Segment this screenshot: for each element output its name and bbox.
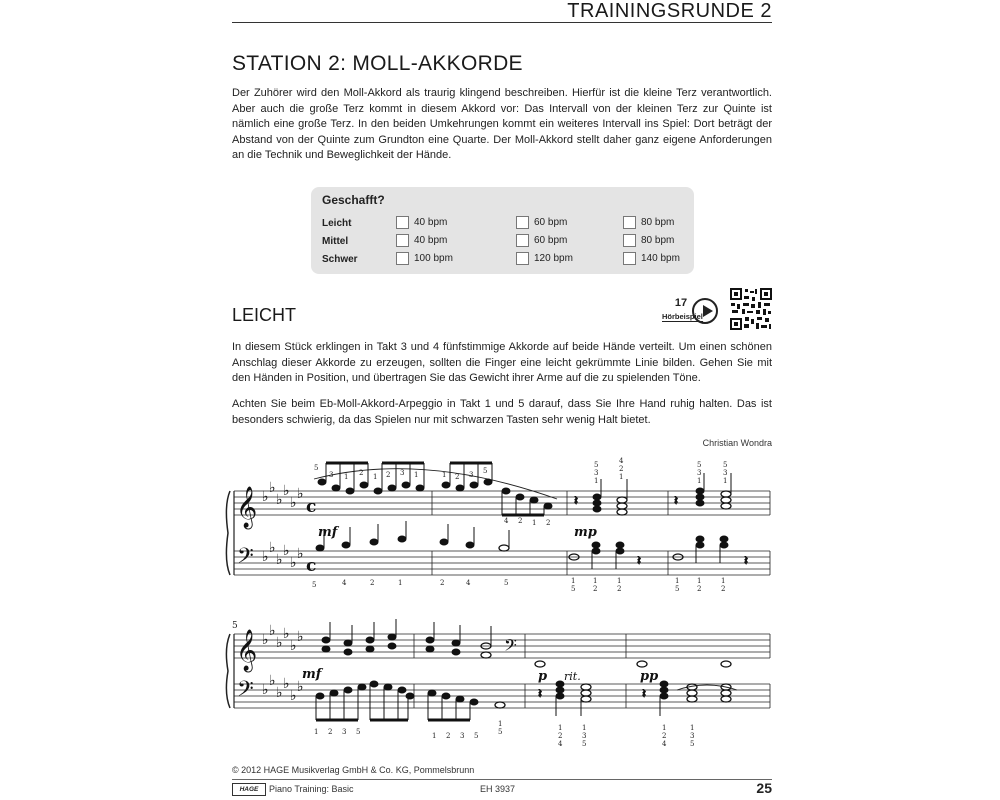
svg-text:5: 5 [474, 732, 479, 740]
bass-clef-change-icon: 𝄢 [504, 635, 517, 659]
station-title: STATION 2: MOLL-AKKORDE [232, 52, 523, 75]
svg-text:4: 4 [619, 457, 624, 465]
checkbox-mittel-40[interactable] [396, 234, 409, 247]
svg-text:1: 1 [675, 577, 680, 585]
svg-text:♭: ♭ [290, 555, 297, 571]
bass-clef-icon: 𝄢 [237, 677, 254, 707]
svg-text:1: 1 [721, 577, 726, 585]
svg-text:1: 1 [344, 473, 349, 481]
track-number: 17 [674, 297, 688, 309]
row-label-mittel: Mittel [322, 236, 349, 247]
svg-text:♭: ♭ [297, 629, 304, 645]
svg-text:2: 2 [328, 728, 333, 736]
qr-code-graphic [730, 288, 772, 330]
dynamic-marking: pp [640, 669, 659, 684]
checkbox-leicht-60[interactable] [516, 216, 529, 229]
dynamic-marking: p [538, 669, 548, 684]
section-title: LEICHT [232, 305, 297, 325]
svg-text:♭: ♭ [262, 632, 269, 648]
svg-text:1: 1 [373, 473, 378, 481]
checkbox-label: 80 bpm [641, 235, 675, 246]
svg-text:1: 1 [432, 732, 437, 740]
svg-text:5: 5 [675, 585, 680, 593]
score-system-1 [222, 455, 780, 595]
svg-text:2: 2 [455, 473, 460, 481]
svg-text:5: 5 [690, 740, 695, 748]
svg-text:2: 2 [558, 732, 563, 740]
svg-text:𝄽: 𝄽 [574, 494, 578, 509]
dynamic-marking: mp [574, 525, 597, 540]
track-label: Hörbeispiel [662, 312, 703, 321]
page-number: 25 [756, 780, 772, 796]
svg-text:5: 5 [483, 467, 488, 475]
svg-text:𝄽: 𝄽 [674, 494, 678, 509]
svg-text:5: 5 [314, 464, 319, 472]
svg-text:1: 1 [690, 724, 695, 732]
checkbox-label: 60 bpm [534, 217, 568, 228]
svg-text:3: 3 [697, 469, 702, 477]
svg-text:4: 4 [662, 740, 667, 748]
dynamic-marking: mf [302, 667, 322, 682]
footer-rule [232, 779, 772, 780]
svg-text:1: 1 [662, 724, 667, 732]
svg-text:♭: ♭ [276, 685, 283, 701]
svg-text:2: 2 [619, 465, 624, 473]
svg-text:♭: ♭ [297, 486, 304, 502]
svg-text:♭: ♭ [269, 673, 276, 689]
score-system-2 [222, 618, 780, 763]
svg-text:4: 4 [466, 579, 471, 587]
svg-text:3: 3 [400, 469, 405, 477]
svg-text:♭: ♭ [297, 679, 304, 695]
svg-text:2: 2 [617, 585, 622, 593]
svg-text:5: 5 [504, 579, 509, 587]
svg-text:5: 5 [594, 461, 599, 469]
svg-text:5: 5 [723, 461, 728, 469]
svg-text:2: 2 [697, 585, 702, 593]
svg-text:1: 1 [619, 473, 624, 481]
row-label-schwer: Schwer [322, 254, 358, 265]
svg-text:1: 1 [593, 577, 598, 585]
svg-text:1: 1 [442, 471, 447, 479]
checkbox-label: 140 bpm [641, 253, 680, 264]
svg-text:♭: ♭ [276, 635, 283, 651]
checkbox-schwer-140[interactable] [623, 252, 636, 265]
svg-text:♭: ♭ [283, 543, 290, 559]
play-audio-button[interactable] [692, 298, 718, 324]
svg-text:1: 1 [571, 577, 576, 585]
svg-text:4: 4 [342, 579, 347, 587]
svg-text:1: 1 [498, 720, 503, 728]
svg-text:2: 2 [518, 517, 523, 525]
svg-text:♭: ♭ [262, 489, 269, 505]
leicht-paragraph-2: Achten Sie beim Eb-Moll-Akkord-Arpeggio in Takt 1 und 5 darauf, dass Sie Ihre Hand ruhig halten. Das ist besonders schwierig, da das Spielen nur mit schwarzen Tasten sehr wenig Halt bietet. [232, 398, 772, 426]
dynamic-marking: mf [318, 525, 338, 540]
svg-text:3: 3 [723, 469, 728, 477]
svg-text:5: 5 [571, 585, 576, 593]
checkbox-label: 80 bpm [641, 217, 675, 228]
svg-text:3: 3 [460, 732, 465, 740]
svg-text:1: 1 [697, 477, 702, 485]
svg-text:1: 1 [532, 519, 537, 527]
svg-text:2: 2 [546, 519, 551, 527]
svg-text:5: 5 [312, 581, 317, 589]
treble-clef-icon: 𝄞 [236, 487, 258, 528]
svg-text:1: 1 [723, 477, 728, 485]
svg-text:1: 1 [558, 724, 563, 732]
svg-text:1: 1 [582, 724, 587, 732]
checkbox-mittel-80[interactable] [623, 234, 636, 247]
time-signature: c [306, 556, 317, 576]
checkbox-label: 120 bpm [534, 253, 573, 264]
svg-text:4: 4 [558, 740, 563, 748]
svg-text:1: 1 [314, 728, 319, 736]
svg-text:♭: ♭ [290, 688, 297, 704]
score-system-1-graphic [222, 455, 780, 595]
checkbox-schwer-120[interactable] [516, 252, 529, 265]
svg-text:♭: ♭ [269, 623, 276, 639]
svg-text:5: 5 [697, 461, 702, 469]
qr-code-icon[interactable] [730, 288, 772, 330]
publisher-logo: HAGE [232, 783, 266, 796]
svg-text:♭: ♭ [283, 626, 290, 642]
checkbox-leicht-40[interactable] [396, 216, 409, 229]
svg-text:2: 2 [446, 732, 451, 740]
svg-text:1: 1 [617, 577, 622, 585]
svg-text:5: 5 [356, 728, 361, 736]
svg-text:3: 3 [469, 471, 474, 479]
svg-text:2: 2 [359, 469, 364, 477]
svg-text:3: 3 [594, 469, 599, 477]
svg-text:♭: ♭ [290, 638, 297, 654]
checkbox-schwer-100[interactable] [396, 252, 409, 265]
svg-text:♭: ♭ [262, 549, 269, 565]
svg-text:♭: ♭ [276, 492, 283, 508]
svg-text:5: 5 [582, 740, 587, 748]
svg-text:2: 2 [440, 579, 445, 587]
svg-text:3: 3 [329, 471, 334, 479]
svg-text:♭: ♭ [269, 540, 276, 556]
score-system-2-graphic [222, 618, 780, 763]
header-rule [232, 22, 772, 23]
checklist-title: Geschafft? [322, 193, 385, 207]
measure-number: 5 [232, 621, 238, 631]
svg-text:1: 1 [398, 579, 403, 587]
intro-paragraph: Der Zuhörer wird den Moll-Akkord als traurig klingend beschreiben. Hierfür ist die kleine Terz verantwortlich. Aber auch die große Terz kommt in diesem Akkord vor: Das Intervall von der kleinen Terz zur Quinte ist nämlich eine große Terz. In den beiden Umkehrungen kommt ein weiteres Intervall ins Spiel: Dort beträgt der Abstand von der Quinte zum Grundton eine Quarte. Der Moll-Akkord stellt daher ganz eigene Anforderungen an die Technik und Beweglichkeit der Hände. [232, 87, 772, 161]
svg-text:5: 5 [498, 728, 503, 736]
svg-text:2: 2 [386, 471, 391, 479]
time-signature: c [306, 497, 317, 517]
svg-text:𝄽: 𝄽 [642, 687, 646, 702]
svg-text:𝄽: 𝄽 [538, 687, 542, 702]
svg-text:4: 4 [504, 517, 509, 525]
running-title: TRAININGSRUNDE 2 [567, 0, 772, 22]
svg-text:♭: ♭ [290, 495, 297, 511]
checkbox-leicht-80[interactable] [623, 216, 636, 229]
svg-text:♭: ♭ [269, 480, 276, 496]
svg-text:2: 2 [593, 585, 598, 593]
checkbox-label: 40 bpm [414, 217, 448, 228]
tempo-marking: rit. [564, 670, 581, 683]
copyright-notice: © 2012 HAGE Musikverlag GmbH & Co. KG, Pommelsbrunn [232, 765, 475, 775]
checkbox-label: 40 bpm [414, 235, 448, 246]
svg-text:♭: ♭ [283, 676, 290, 692]
svg-text:♭: ♭ [276, 552, 283, 568]
composer-name: Christian Wondra [702, 438, 772, 448]
svg-text:2: 2 [721, 585, 726, 593]
checkbox-label: 100 bpm [414, 253, 453, 264]
svg-text:3: 3 [690, 732, 695, 740]
bass-clef-icon: 𝄢 [237, 544, 254, 574]
progress-checklist [311, 187, 694, 274]
svg-text:3: 3 [582, 732, 587, 740]
svg-text:1: 1 [697, 577, 702, 585]
svg-text:♭: ♭ [283, 483, 290, 499]
svg-text:2: 2 [662, 732, 667, 740]
svg-text:1: 1 [594, 477, 599, 485]
treble-clef-icon: 𝄞 [236, 630, 258, 671]
svg-text:3: 3 [342, 728, 347, 736]
checkbox-label: 60 bpm [534, 235, 568, 246]
svg-text:2: 2 [370, 579, 375, 587]
svg-text:𝄽: 𝄽 [744, 554, 748, 569]
svg-text:𝄽: 𝄽 [637, 554, 641, 569]
svg-text:♭: ♭ [297, 546, 304, 562]
svg-text:1: 1 [414, 471, 419, 479]
svg-text:♭: ♭ [262, 682, 269, 698]
row-label-leicht: Leicht [322, 218, 352, 229]
leicht-paragraph-1: In diesem Stück erklingen in Takt 3 und 4 fünfstimmige Akkorde auf beide Hände verteilt. Um einen schönen Anschlag dieser Akkorde zu erzeugen, sollten die Finger eine leicht gekrümmte Linie bilden. Gehen Sie mit den Händen in Position, und übertragen Sie das Gewicht ihrer Arme auf die zu spielenden Töne. [232, 341, 772, 384]
edition-number: EH 3937 [480, 784, 516, 794]
checkbox-mittel-60[interactable] [516, 234, 529, 247]
book-title: Piano Training: Basic [269, 784, 354, 794]
